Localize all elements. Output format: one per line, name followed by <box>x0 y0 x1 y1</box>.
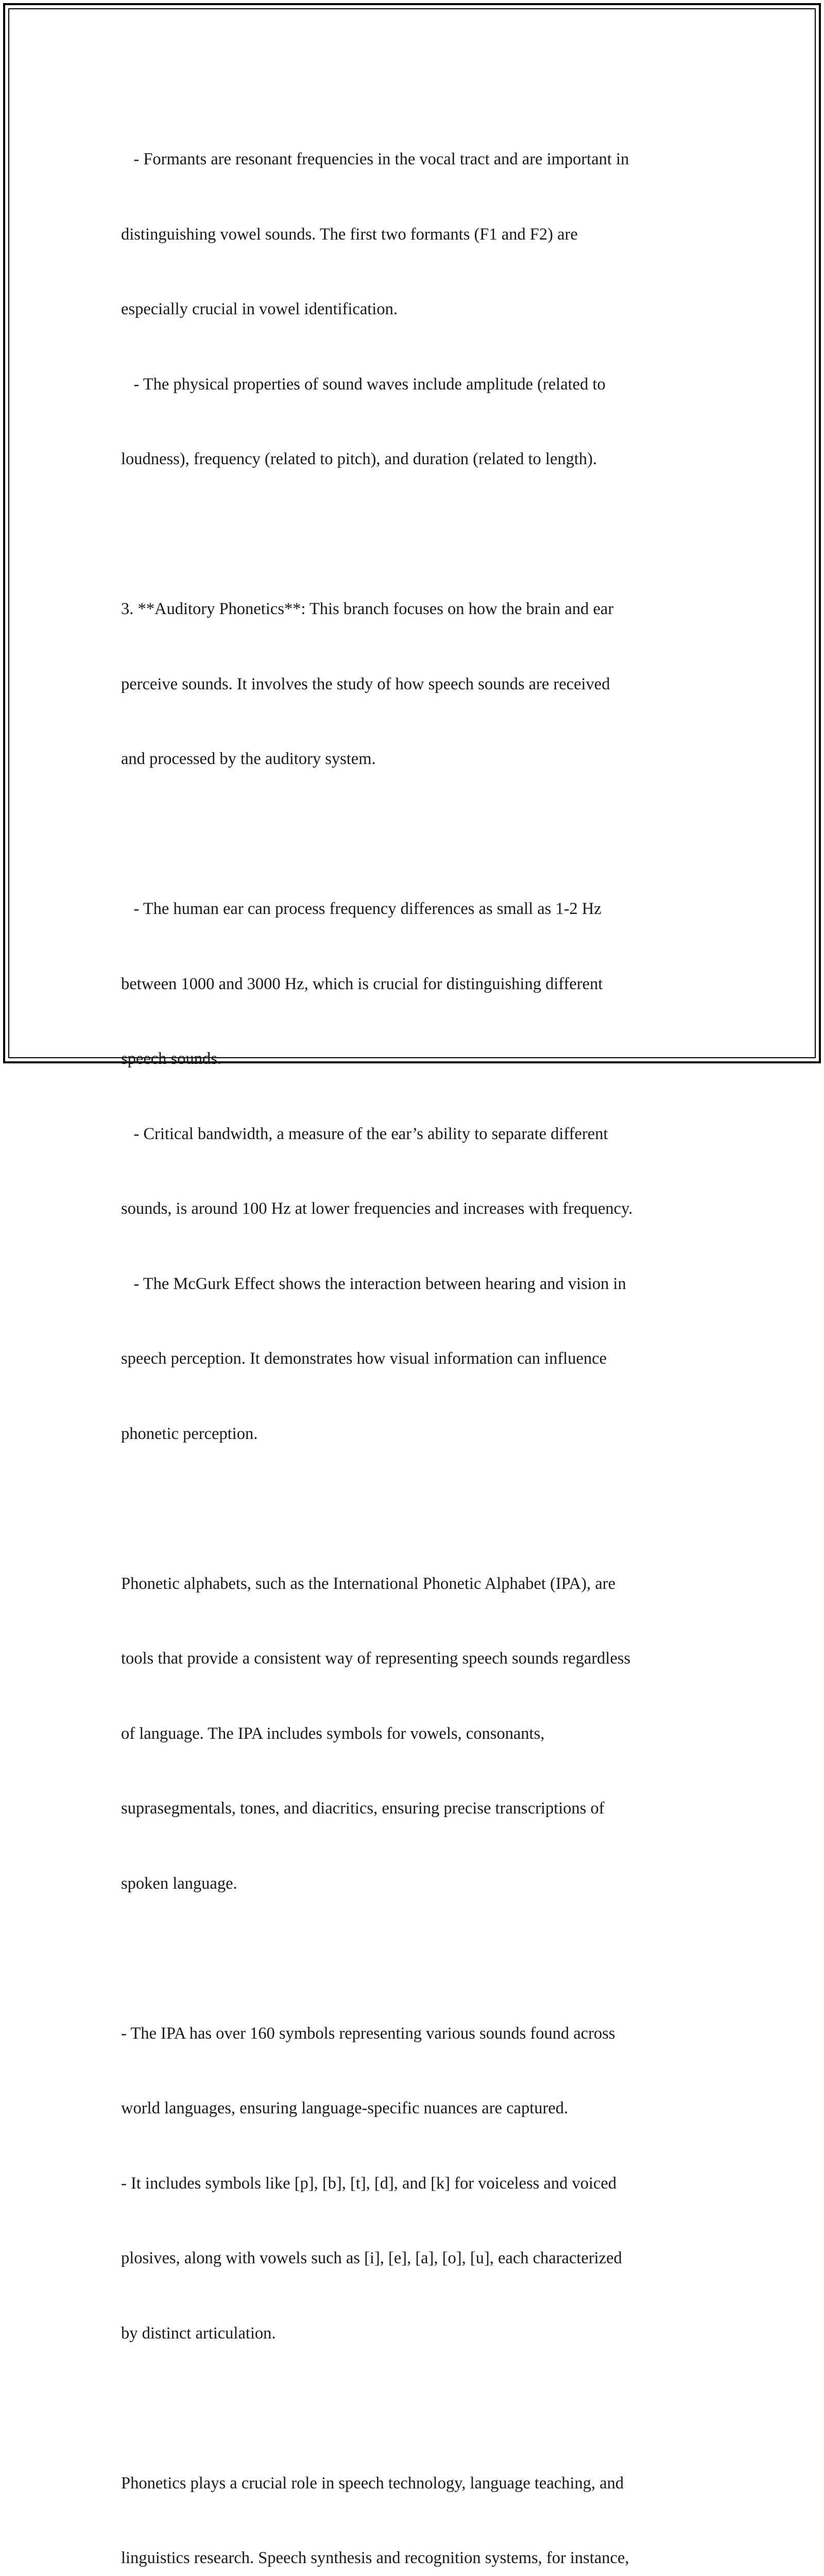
text-line: perceive sounds. It involves the study of how speech sounds are received <box>121 674 610 693</box>
text-line: speech sounds. <box>121 1049 221 1068</box>
blank-line <box>121 1946 703 1971</box>
text-line: - The IPA has over 160 symbols representing various sounds found across <box>121 2024 615 2043</box>
text-line: speech perception. It demonstrates how visual information can influence <box>121 1349 607 1368</box>
text-line: - The human ear can process frequency differences as small as 1-2 Hz <box>121 900 602 918</box>
text-line: - The physical properties of sound waves include amplitude (related to <box>121 375 606 394</box>
blank-line <box>121 822 703 847</box>
text-line: distinguishing vowel sounds. The first two formants (F1 and F2) are <box>121 225 578 244</box>
text-line: especially crucial in vowel identification. <box>121 300 398 318</box>
text-line: - It includes symbols like [p], [b], [t], [d], and [k] for voiceless and voiced <box>121 2174 617 2193</box>
text-line: Phonetic alphabets, such as the International Phonetic Alphabet (IPA), are <box>121 1574 616 1593</box>
text-line: - Critical bandwidth, a measure of the ear’s ability to separate different <box>121 1124 608 1143</box>
text-line: of language. The IPA includes symbols for vowels, consonants, <box>121 1724 545 1743</box>
text-line: - The McGurk Effect shows the interaction between hearing and vision in <box>121 1274 626 1293</box>
text-line: between 1000 and 3000 Hz, which is crucial for distinguishing different <box>121 974 603 993</box>
text-line: 3. **Auditory Phonetics**: This branch focuses on how the brain and ear <box>121 600 614 618</box>
text-line: tools that provide a consistent way of representing speech sounds regardless <box>121 1649 631 1668</box>
text-line: - Formants are resonant frequencies in the vocal tract and are important in <box>121 150 629 168</box>
text-line: Phonetics plays a crucial role in speech technology, language teaching, and <box>121 2473 624 2493</box>
text-line: and processed by the auditory system. <box>121 750 376 768</box>
blank-line <box>121 522 703 547</box>
text-line: sounds, is around 100 Hz at lower frequencies and increases with frequency. <box>121 1199 633 1218</box>
text-line: by distinct articulation. <box>121 2324 276 2343</box>
text-line: spoken language. <box>121 1874 237 1893</box>
blank-line <box>121 1496 703 1521</box>
blank-line <box>121 2396 703 2421</box>
text-line: plosives, along with vowels such as [i], [e], [a], [o], [u], each characterized <box>121 2249 622 2267</box>
text-line: loudness), frequency (related to pitch), and duration (related to length). <box>121 450 597 468</box>
text-line: linguistics research. Speech synthesis and recognition systems, for instance, <box>121 2549 629 2567</box>
text-line: world languages, ensuring language-specific nuances are captured. <box>121 2099 569 2117</box>
text-line: suprasegmentals, tones, and diacritics, ensuring precise transcriptions of <box>121 1799 605 1818</box>
text-line: phonetic perception. <box>121 1424 258 1443</box>
document-body <box>121 97 703 2576</box>
